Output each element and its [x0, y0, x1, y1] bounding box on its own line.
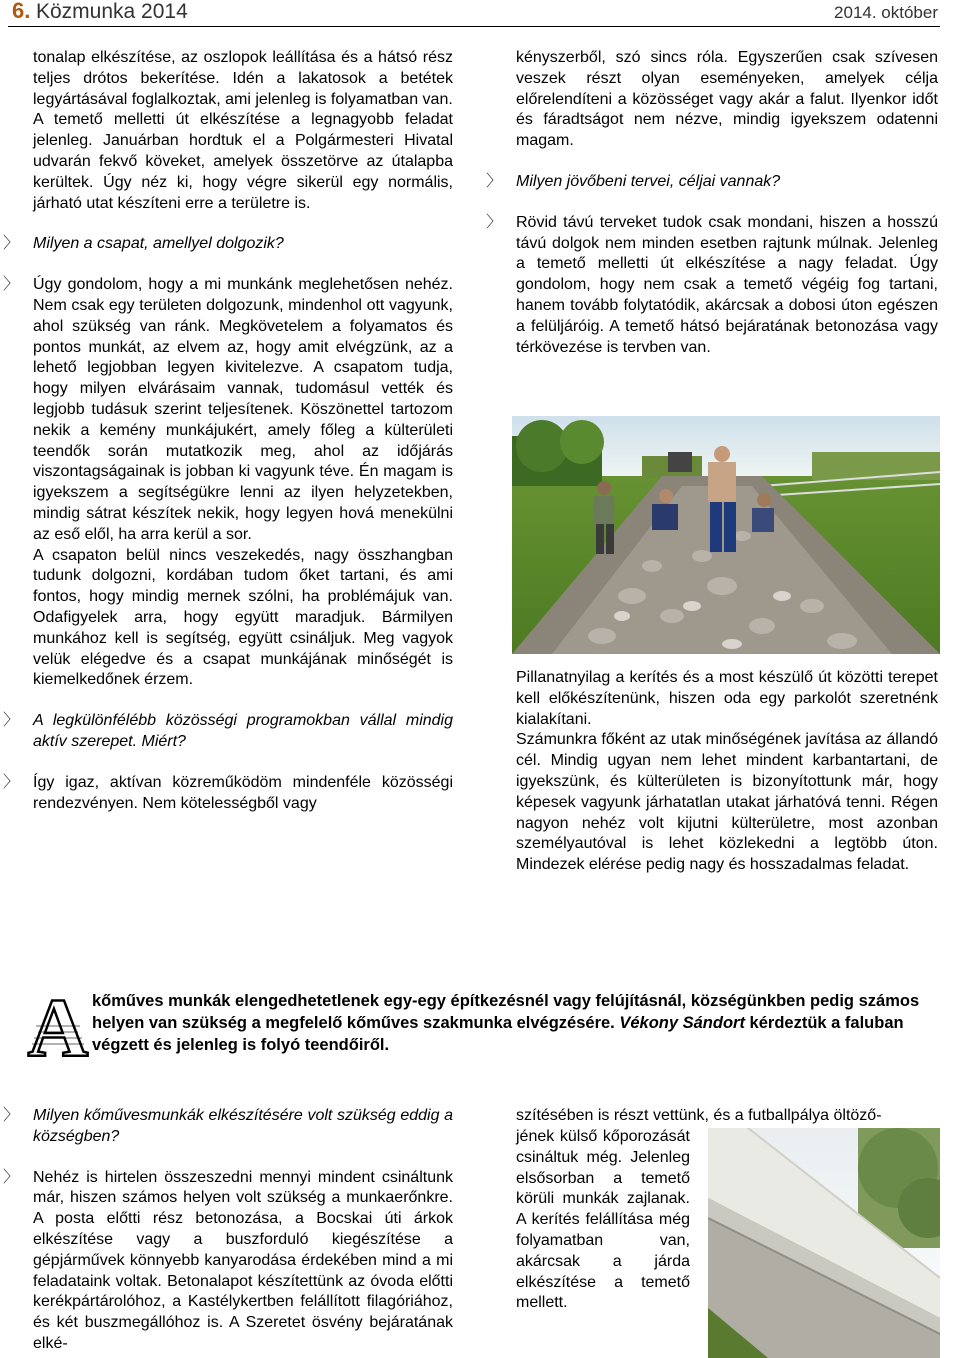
right-column-continued [516, 668, 938, 876]
issue-date: 2014. október [834, 3, 938, 22]
paragraph: tonalap elkészítése, az oszlopok leállítása és a hátsó rész teljes drótos bekerítése. Idén a lakatosok a betétek legyártásával foglalkoztak, ami jelenleg is folyamatban van. [33, 49, 453, 108]
question [3, 711, 453, 753]
paragraph: jének külső kőporozását csináltuk még. Jelenleg elsősorban a temető körüli munkák zajlanak. A kerítés felállítása még folyamatban van, akárcsak a járda elkészítése a temető mellett. [516, 1128, 690, 1312]
bottom-right-first-line [516, 1106, 940, 1127]
intro-text: kérdeztük a faluban végzett és jelenleg is folyó teendőiről. [92, 1014, 904, 1054]
answer [3, 275, 453, 545]
answer-text: Úgy gondolom, hogy a mi munkánk meglehetősen nehéz. Nem csak egy területen dolgozunk, mindenhol ott vagyunk, ahol szükség van ránk. Megkövetelem a folyamatos és pontos munkát, az elvem az, hogy amit elvégzünk, az a lehető legjobban legyen kivitelezve. A csapatom tudja, hogy milyen elvárásaim vannak, tudomásul vették és legjobb tudásuk szerint teljesítenek. Köszönettel tartozom nekik a kemény munkájukért, amely főleg a külterületi teendők során mutatkozik meg, ahol az időjárás viszontagságainak is jobban ki vagyunk téve. Én magam is igyekszem a segítségükre lenni az ilyen helyzetekben, mindig sátrat készítek nekik, hogy legyen hová menekülni az eső elől, ha arra kerül a sor. [33, 276, 453, 543]
bullet-icon: 〉 [3, 712, 20, 730]
bullet-icon: 〉 [3, 235, 20, 253]
question-text: A legkülönfélébb közösségi programokban vállal mindig aktív szerepet. Miért? [33, 712, 453, 750]
bullet-icon: 〉 [486, 172, 503, 190]
answer-text: Rövid távú terveket tudok csak mondani, hiszen a hosszú távú dolgok nem minden esetben rajtunk múlnak. Jelenleg a temető melletti út elkészítése a nagy feladat. Úgy gondolom, hogy nem csak a temető végéig fog tartani, hanem tovább folytatódik, akárcsak a dobosi úton egészen a felüljáróig. A temető hátsó bejáratának betonozása vagy térkövezése is tervben van. [516, 213, 938, 356]
bullet-icon: 〉 [3, 276, 20, 294]
svg-text:A: A [27, 986, 89, 1068]
bottom-left-column [3, 1106, 453, 1355]
wall-sidewalk-photo [708, 1128, 940, 1358]
publication-title: Közmunka 2014 [36, 0, 188, 23]
article-intro [92, 990, 940, 1056]
bullet-icon: 〉 [486, 213, 503, 231]
road-construction-photo [512, 416, 940, 654]
paragraph: szítésében is részt vettünk, és a futballpálya öltöző- [516, 1107, 882, 1124]
bullet-icon: 〉 [3, 773, 20, 791]
answer [3, 1168, 453, 1355]
intro-text: kőműves munkák elengedhetetlenek egy-egy építkezésnél vagy felújításnál, községünkben pedig számos helyen van szükség a megfelelő kőműves szakmunka elvégzésére. [92, 992, 920, 1032]
answer [3, 773, 453, 815]
bullet-icon: 〉 [3, 1107, 20, 1124]
question [486, 172, 938, 193]
bullet-icon: 〉 [3, 1168, 20, 1186]
question-text: Milyen a csapat, amellyel dolgozik? [33, 235, 284, 253]
interviewee-name: Vékony Sándort [619, 1014, 745, 1032]
question-text: Milyen kőművesmunkák elkészítésére volt szükség eddig a községben? [33, 1107, 453, 1145]
question [3, 234, 453, 255]
paragraph: Pillanatnyilag a kerítés és a most készülő út közötti terepet kell előkészítenünk, hiszen oda egy parkolót szeretnénk kialakítani. [516, 669, 938, 728]
paragraph: A temető melletti út elkészítése a legnagyobb feladat jelenleg. Januárban hordtuk el a Polgármesteri Hivatal udvarán fekvő köveket, amelyek összetörve az útalapba kerültek. Úgy néz ki, hogy végre sikerül egy normális, járható utat készíteni erre a területre is. [33, 111, 453, 212]
answer [486, 213, 938, 359]
right-column [486, 48, 938, 358]
paragraph: kényszerből, szó sincs róla. Egyszerűen csak szívesen veszek részt olyan eseményeken, amelyek célja előrelendíteni a közösséget vagy akár a falut. Ilyenkor időt és fáradtságot nem nézve, mindig igyekszem odatenni magam. [516, 49, 938, 150]
bottom-right-column [516, 1127, 690, 1314]
issue-number: 6. [12, 0, 31, 23]
dropcap-a-icon [22, 986, 94, 1068]
page-header [8, 0, 940, 27]
question-text: Milyen jövőbeni tervei, céljai vannak? [516, 172, 781, 190]
paragraph: Számunkra főként az utak minőségének javítása az állandó cél. Mindig ugyan nem lehet mindent karbantartani, de igyekszünk, és külterületen is bizonyítottunk már, hogy képesek vagyunk járhatatlan utakat járhatóvá tenni. Régen nagyon nehéz volt kijutni külterületre, most azonban személyautóval is lehet közlekedni a legtöbb úton. Mindezek elérése pedig nagy és hosszadalmas feladat. [516, 731, 938, 874]
paragraph: A csapaton belül nincs veszekedés, nagy összhangban tudunk dolgozni, kordában tudom őket tartani, és ami fontos, hogy mindig mernek szólni, ha problémájuk van. Odafigyelek arra, hogy együtt maradjuk. Bármilyen munkához kell is segítség, együtt csináljuk. Meg vagyok velük elégedve és a csapat munkájának minőségét is kiemelkedőnek érzem. [33, 546, 453, 689]
question [3, 1106, 453, 1148]
answer-text: Nehéz is hirtelen összeszedni mennyi mindent csináltunk már, hiszen számos helyen volt szükség a munkaerőnkre. A posta előtti rész betonozása, a Bocskai úti árkok elkészítése vagy a buszforduló kiegészítése a gépjárművek könnyebb kanyarodása érdekében mind a mi feladataink voltak. Betonalapot készítettünk az óvoda előtti kerékpártárolóhoz, a Kastélykertben felállított filagóriához, és két buszmegállóhoz is. A Szeretet ösvény bejáratának elké- [33, 1168, 453, 1352]
answer-text: Így igaz, aktívan közreműködöm mindenféle közösségi rendezvényen. Nem kötelességből vagy [33, 773, 453, 812]
left-column [3, 48, 453, 814]
